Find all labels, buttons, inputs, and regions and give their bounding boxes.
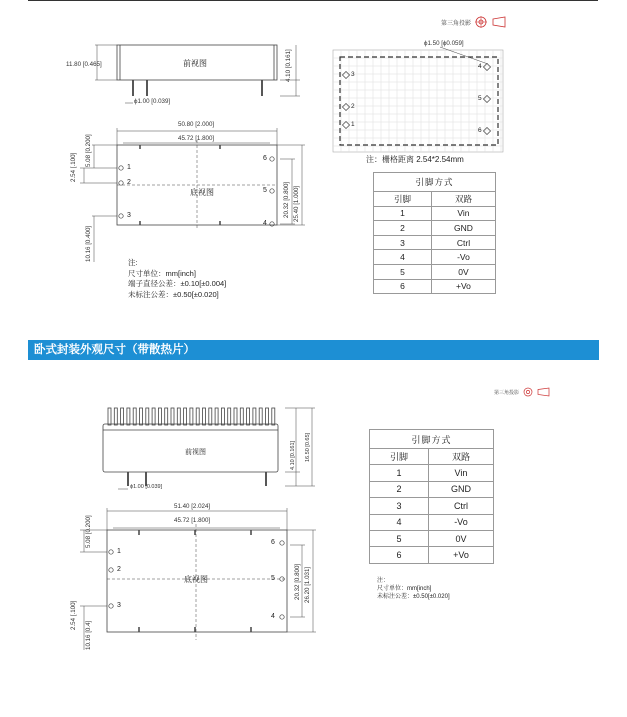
dim-width-pins: 45.72 [1.800] xyxy=(178,135,215,142)
heatsink-fin xyxy=(203,408,206,425)
third-angle-projection-icon xyxy=(523,387,551,397)
bottom-view-label: 底视图 xyxy=(190,188,214,197)
pin-table-2 xyxy=(369,429,494,564)
heatsink-fin xyxy=(184,408,187,425)
pin-number: 3 xyxy=(117,602,121,609)
grid-pin-number: 2 xyxy=(351,103,355,110)
function-cell: GND xyxy=(431,221,495,236)
note-line: 未标注公差：±0.50[±0.020] xyxy=(377,594,450,600)
note-line: 尺寸单位：mm[inch] xyxy=(128,268,196,278)
table-row xyxy=(374,279,496,294)
heatsink-fin xyxy=(114,408,117,425)
pin-cell: 4 xyxy=(374,250,432,265)
section-title-bar: 卧式封装外观尺寸（带散热片） xyxy=(28,340,599,360)
heatsink-fin xyxy=(215,408,218,425)
pin-number: 6 xyxy=(263,155,267,162)
pin-cell: 5 xyxy=(374,264,432,279)
pin-cell: 3 xyxy=(374,235,432,250)
dim2-width-pins: 45.72 [1.800] xyxy=(174,517,211,524)
table-title: 引脚方式 xyxy=(370,430,494,449)
table-row xyxy=(374,250,496,265)
pin-cell: 1 xyxy=(370,465,429,481)
bottom-view2-label: 底视图 xyxy=(184,575,208,584)
heatsink-fin xyxy=(228,408,231,425)
pin-table-1 xyxy=(373,172,496,294)
projection-label: 第三角投影 xyxy=(494,389,520,396)
table-header: 引脚 xyxy=(370,449,429,465)
heatsink-fin xyxy=(121,408,124,425)
dim-pin-diameter: ϕ1.00 [0.039] xyxy=(134,98,171,105)
dim-left-bottom: 10.16 [0.400] xyxy=(85,225,92,262)
function-cell: Vin xyxy=(431,206,495,221)
table-header: 引脚 xyxy=(374,192,432,207)
heatsink-fin xyxy=(221,408,224,425)
dim2-pin-length: 4.10 [0.161] xyxy=(290,440,296,470)
grid-hole-dim: ϕ1.50 [ϕ0.059] xyxy=(424,40,464,47)
dim-right-total: 25.40 [1.000] xyxy=(293,185,300,222)
dim2-width-total: 51.40 [2.024] xyxy=(174,503,211,510)
function-cell: +Vo xyxy=(428,547,493,563)
pin-number: 3 xyxy=(127,212,131,219)
heatsink-fin xyxy=(196,408,199,425)
heatsink-fin xyxy=(171,408,174,425)
heatsink-fin xyxy=(234,408,237,425)
projection-mark xyxy=(494,387,551,397)
heatsink-fin xyxy=(209,408,212,425)
table-title: 引脚方式 xyxy=(374,173,496,192)
pin-number: 1 xyxy=(127,164,131,171)
front-view-label: 前视图 xyxy=(183,59,207,68)
pin-number: 2 xyxy=(117,566,121,573)
pin-cell: 6 xyxy=(374,279,432,294)
function-cell: -Vo xyxy=(428,514,493,530)
dim2-left-top: 5.08 [0.200] xyxy=(85,515,92,548)
pin-number: 2 xyxy=(127,179,131,186)
function-cell: GND xyxy=(428,481,493,497)
pin-cell: 2 xyxy=(374,221,432,236)
dim2-left-bottom: 10.16 [0.4] xyxy=(85,620,92,650)
dim-left-top: 5.08 [0.200] xyxy=(85,134,92,167)
function-cell: +Vo xyxy=(431,279,495,294)
table-header: 双路 xyxy=(428,449,493,465)
heatsink-fin xyxy=(247,408,250,425)
dim2-right-pins: 20.32 [0.800] xyxy=(294,563,301,600)
heatsink-fin xyxy=(146,408,149,425)
heatsink-fin xyxy=(152,408,155,425)
dim2-right-total: 26.20 [1.031] xyxy=(304,566,311,603)
pin-cell: 4 xyxy=(370,514,429,530)
projection-label: 第三角投影 xyxy=(441,20,472,27)
dim-left-pitch: 2.54 [.100] xyxy=(70,152,77,182)
function-cell: Ctrl xyxy=(431,235,495,250)
pin-number: 1 xyxy=(117,548,121,555)
notes-block-1 xyxy=(128,258,226,300)
heatsink-fin xyxy=(259,408,262,425)
pin-cell: 2 xyxy=(370,481,429,497)
dim2-height: 16.50 [0.65] xyxy=(305,432,311,462)
function-cell: -Vo xyxy=(431,250,495,265)
grid-pin-number: 1 xyxy=(351,121,355,128)
table-row xyxy=(370,498,494,514)
dim2-pin-diameter: ϕ1.00 [0.039] xyxy=(130,484,163,490)
table-row xyxy=(374,264,496,279)
table-row xyxy=(370,530,494,546)
heatsink-fin xyxy=(177,408,180,425)
table-header: 双路 xyxy=(431,192,495,207)
dim-height: 11.80 [0.465] xyxy=(66,61,102,68)
table-row xyxy=(374,221,496,236)
note-line: 尺寸单位：mm[inch] xyxy=(377,586,432,592)
pin-number: 6 xyxy=(271,539,275,546)
note-line: 注: xyxy=(128,258,138,267)
dim2-left-pitch: 2.54 [.100] xyxy=(70,600,77,630)
heatsink-fin xyxy=(266,408,269,425)
heatsink-fin xyxy=(127,408,130,425)
heatsink-fin xyxy=(165,408,168,425)
heatsink-fin xyxy=(272,408,275,425)
note-line: 注： xyxy=(377,578,390,584)
heatsink-fin xyxy=(240,408,243,425)
dim-width-total: 50.80 [2.000] xyxy=(178,121,215,128)
heatsink-fin xyxy=(158,408,161,425)
heatsink-fin xyxy=(140,408,143,425)
grid-pin-number: 6 xyxy=(478,127,482,134)
grid-note: 注：栅格距离 2.54*2.54mm xyxy=(366,155,464,164)
pin-cell: 3 xyxy=(370,498,429,514)
dim-right-pins: 20.32 [0.800] xyxy=(283,181,290,218)
pin-number: 5 xyxy=(263,187,267,194)
dim-pin-length: 4.10 [0.161] xyxy=(285,49,292,82)
front-view2-label: 前视图 xyxy=(185,449,206,456)
heatsink-fin xyxy=(190,408,193,425)
heatsink-fin xyxy=(108,408,111,425)
table-row xyxy=(374,235,496,250)
pin-number: 5 xyxy=(271,575,275,582)
heatsink-fin xyxy=(253,408,256,425)
grid-pin-number: 3 xyxy=(351,71,355,78)
pin-number: 4 xyxy=(263,220,267,227)
table-row xyxy=(370,514,494,530)
table-row xyxy=(370,481,494,497)
pin-cell: 6 xyxy=(370,547,429,563)
heatsink-fin xyxy=(133,408,136,425)
function-cell: 0V xyxy=(431,264,495,279)
pin-number: 4 xyxy=(271,613,275,620)
note-line: 端子直径公差：±0.10[±0.004] xyxy=(128,279,227,288)
grid-pin-number: 4 xyxy=(478,63,482,70)
table-row xyxy=(374,206,496,221)
note-line: 未标注公差：±0.50[±0.020] xyxy=(128,289,219,299)
pin-cell: 5 xyxy=(370,530,429,546)
table-row xyxy=(370,465,494,481)
function-cell: 0V xyxy=(428,530,493,546)
function-cell: Vin xyxy=(428,465,493,481)
pin-cell: 1 xyxy=(374,206,432,221)
notes-block-2 xyxy=(377,577,450,601)
grid-pin-number: 5 xyxy=(478,95,482,102)
function-cell: Ctrl xyxy=(428,498,493,514)
table-row xyxy=(370,547,494,563)
